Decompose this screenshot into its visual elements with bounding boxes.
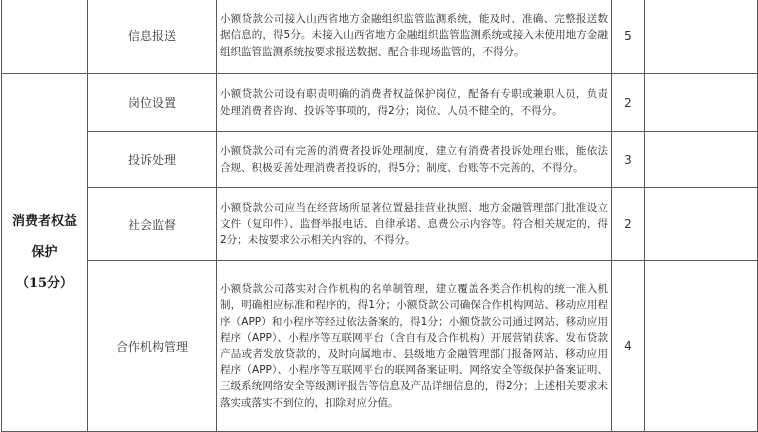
scoring-table [1, 0, 758, 432]
item-description: 小额贷款公司设有职责明确的消费者权益保护岗位，配备有专职或兼职人员，负责处理消费者咨询、投诉等事项的，得2分；岗位、人员不健全的，不得分。 [217, 74, 612, 132]
item-score: 2 [612, 188, 645, 261]
table-row [2, 261, 758, 432]
category-title: 消费者权益 [11, 214, 77, 229]
remarks-cell [645, 74, 758, 132]
table-row [2, 74, 758, 132]
category-points: （15分） [15, 276, 74, 291]
item-name: 岗位设置 [88, 74, 217, 132]
item-description: 小额贷款公司应当在经营场所显著位置悬挂营业执照、地方金融管理部门批准设立文件（复印件）、监督举报电话、自律承诺、息费公示内容等。符合相关规定的，得2分；未按要求公示相关内容的，不得分。 [217, 188, 612, 261]
remarks-cell [645, 0, 758, 74]
item-name: 社会监督 [88, 188, 217, 261]
category-cell-empty [2, 0, 88, 74]
item-name: 投诉处理 [88, 132, 217, 188]
remarks-cell [645, 132, 758, 188]
table-row [2, 0, 758, 74]
item-score: 3 [612, 132, 645, 188]
item-name: 合作机构管理 [88, 261, 217, 432]
item-name: 信息报送 [88, 0, 217, 74]
item-score: 4 [612, 261, 645, 432]
remarks-cell [645, 188, 758, 261]
item-description: 小额贷款公司有完善的消费者投诉处理制度，建立有消费者投诉处理台账，能依法合规、积极妥善处理消费者投诉的，得5分；制度、台账等不完善的，不得分。 [217, 132, 612, 188]
item-score: 5 [612, 0, 645, 74]
category-title-cont: 保护 [31, 245, 58, 260]
item-description: 小额贷款公司接入山西省地方金融组织监管监测系统，能及时、准确、完整报送数据信息的，得5分。未接入山西省地方金融组织监管监测系统或接入未使用地方金融组织监管监测系统按要求报送数据、配合非现场监管的，不得分。 [217, 0, 612, 74]
item-score: 2 [612, 74, 645, 132]
remarks-cell [645, 261, 758, 432]
table-row [2, 188, 758, 261]
item-description: 小额贷款公司落实对合作机构的名单制管理，建立覆盖各类合作机构的统一准入机制，明确相应标准和程序的，得1分；小额贷款公司确保合作机构网站、移动应用程序（APP）和小程序等经过依法备案的，得1分；小额贷款公司通过网站、移动应用程序（APP）、小程序等互联网平台（含自有及合作机构）开展营销获客、发布贷款产品或者发放贷款的，及时向属地市、县级地方金融管理部门报备网站、移动应用程序（APP）、小程序等互联网平台的联网备案证明、网络安全等级保护备案证明、三级系统网络安全等级测评报告等信息及产品详细信息的，得2分；上述相关要求未落实或落实不到位的，扣除对应分值。 [217, 261, 612, 432]
table-row [2, 132, 758, 188]
category-cell [2, 74, 88, 432]
